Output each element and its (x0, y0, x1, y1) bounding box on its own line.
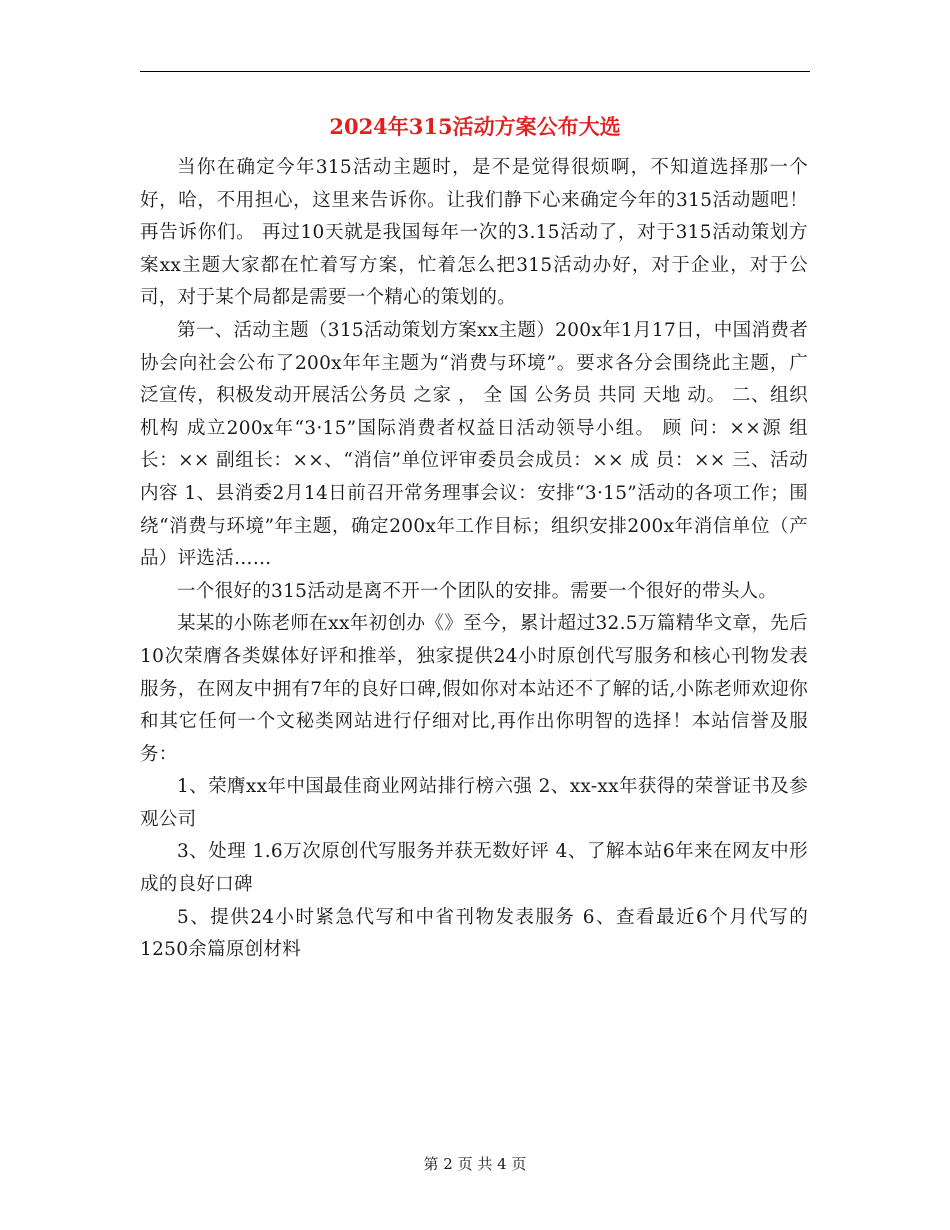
paragraph-service-3-4: 3、处理 1.6万次原创代写服务并获无数好评 4、了解本站6年来在网友中形成的良好口碑 (140, 841, 808, 896)
paragraph-service-1-2: 1、荣膺xx年中国最佳商业网站排行榜六强 2、xx-xx年获得的荣誉证书及参观公司 (140, 776, 808, 830)
header-rule (140, 71, 810, 72)
document-body (140, 152, 808, 967)
page-number-footer: 第 2 页 共 4 页 (423, 1155, 527, 1173)
paragraph-intro: 当你在确定今年315活动主题时，是不是觉得很烦啊，不知道选择那一个好，哈，不用担心，这里来告诉你。让我们静下心来确定今年的315活动题吧！再告诉你们。 再过10天就是我国每年一次的3.15活动了，对于315活动策划方案xx主题大家都在忙着写方案，忙着怎么把315活动办好，对于企业，对于公司，对于某个局都是需要一个精心的策划的。 (140, 157, 808, 309)
document-title: 2024年315活动方案公布大选 (329, 114, 621, 139)
paragraph-activity-plan: 第一、活动主题（315活动策划方案xx主题）200x年1月17日，中国消费者协会向社会公布了200x年年主题为“消费与环境”。要求各分会围绕此主题，广泛宣传，积极发动开展活公务员 之家 ， 全 国 公务员 共同 天地 动。 二、组织机构 成立200x年“3·15”国际消费者权益日活动领导小组。 顾 问：××源 组 长：×× 副组长：××、“消信”单位评审委员会成员：×× 成 员：×× 三、活动内容 1、县消委2月14日前召开常务理事会议：安排“3·15”活动的各项工作；围绕“消费与环境”年主题，确定200x年工作目标；组织安排200x年消信单位（产品）评选活…… (140, 319, 808, 570)
paragraph-team: 一个很好的315活动是离不开一个团队的安排。需要一个很好的带头人。 (177, 580, 778, 602)
paragraph-teacher-chen: 某某的小陈老师在xx年初创办《》至今，累计超过32.5万篇精华文章，先后10次荣膺各类媒体好评和推举，独家提供24小时原创代写服务和核心刊物发表服务，在网友中拥有7年的良好口碑,假如你对本站还不了解的话,小陈老师欢迎你和其它任何一个文秘类网站进行仔细对比,再作出你明智的选择！本站信誉及服务： (140, 613, 808, 765)
paragraph-service-5-6: 5、提供24小时紧急代写和中省刊物发表服务 6、查看最近6个月代写的1250余篇原创材料 (140, 906, 808, 961)
